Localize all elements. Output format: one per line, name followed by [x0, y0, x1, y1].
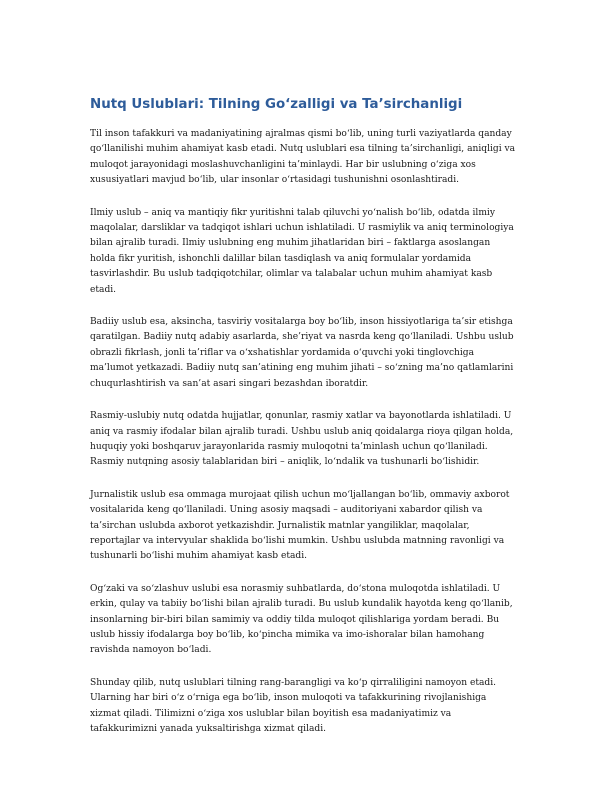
paragraph-line: huquqiy yoki boshqaruv jarayonlarida rasmiy muloqotni ta’minlash uchun qo‘llaniladi. [90, 441, 488, 452]
paragraph-line: reportajlar va intervyular shaklida bo‘lishi mumkin. Ushbu uslubda matnning ravonligi va [90, 535, 505, 546]
paragraph-line: obrazli fikrlash, jonli ta’riflar va o‘xshatishlar yordamida o‘quvchi yoki tinglovchiga [90, 347, 475, 358]
paragraph-line: aniq va rasmiy ifodalar bilan ajralib turadi. Ushbu uslub aniq qoidalarga rioya qilgan holda, [90, 426, 514, 437]
paragraph-line: vositalarida keng qo‘llaniladi. Uning asosiy maqsadi – auditoriyani xabardor qilish va [90, 505, 483, 516]
paragraph-line: qaratilgan. Badiiy nutq adabiy asarlarda, she’riyat va nasrda keng qo‘llaniladi. Ushbu uslub [90, 332, 514, 343]
paragraph-line: chuqurlashtirish va san’at asari singari bezashdan iboratdir. [90, 378, 369, 389]
paragraph-line: ravishda namoyon bo‘ladi. [90, 645, 212, 656]
paragraph-scientific-style [90, 206, 530, 298]
paragraph-line: etadi. [90, 284, 117, 295]
paragraph-line: xususiyatlari mavjud bo‘lib, ular insonlar o‘rtasidagi tushunishni osonlashtiradi. [90, 175, 460, 186]
paragraph-line: tafakkurimizni yanada yuksaltirishga xizmat qiladi. [90, 724, 327, 734]
paragraph-line: Ularning har biri o‘z o‘rniga ega bo‘lib, inson muloqoti va tafakkurining rivojlanishiga [90, 693, 487, 704]
paragraph-official-style [90, 409, 530, 471]
paragraph-line: Og‘zaki va so‘zlashuv uslubi esa norasmiy suhbatlarda, do‘stona muloqotda ishlatiladi. U [90, 583, 501, 594]
paragraph-line: maqolalar, darsliklar va tadqiqot ishlari uchun ishlatiladi. U rasmiylik va aniq terminologiya [90, 223, 514, 234]
paragraph-journalistic-style [90, 488, 530, 565]
paragraph-conclusion [90, 676, 530, 738]
paragraph-line: Ilmiy uslub – aniq va mantiqiy fikr yuritishni talab qiluvchi yo‘nalish bo‘lib, odatda ilmiy [90, 207, 495, 218]
paragraph-intro [90, 127, 530, 189]
paragraph-line: ma’lumot yetkazadi. Badiiy nutq san’atining eng muhim jihati – so‘zning ma’no qatlamlarini [90, 363, 514, 374]
paragraph-line: xizmat qiladi. Tilimizni o‘ziga xos uslublar bilan boyitish esa madaniyatimiz va [90, 708, 452, 719]
paragraph-line: qo‘llanilishi muhim ahamiyat kasb etadi. Nutq uslublari esa tilning ta’sirchanligi, aniqligi va [90, 144, 516, 155]
paragraph-line: Rasmiy nutqning asosiy talablaridan biri – aniqlik, lo‘ndalik va tushunarli bo‘lishidir. [90, 457, 480, 468]
paragraph-line: erkin, qulay va tabiiy bo‘lishi bilan ajralib turadi. Bu uslub kundalik hayotda keng qo‘llanib, [90, 599, 513, 610]
paragraph-line: ta’sirchan uslubda axborot yetkazishdir. Jurnalistik matnlar yangiliklar, maqolalar, [90, 520, 470, 531]
paragraph-line: Til inson tafakkuri va madaniyatining ajralmas qismi bo‘lib, uning turli vaziyatlarda qanday [90, 129, 512, 139]
paragraph-line: tasvirlashdir. Bu uslub tadqiqotchilar, olimlar va talabalar uchun muhim ahamiyat kasb [90, 269, 493, 280]
paragraph-line: Rasmiy-uslubiy nutq odatda hujjatlar, qonunlar, rasmiy xatlar va bayonotlarda ishlatiladi. U [90, 411, 512, 422]
document-body [90, 127, 530, 754]
paragraph-line: Shunday qilib, nutq uslublari tilning rang-barangligi va ko‘p qirraliligini namoyon etadi. [90, 677, 497, 688]
paragraph-line: bilan ajralib turadi. Ilmiy uslubning eng muhim jihatlaridan biri – faktlarga asoslangan [90, 238, 491, 249]
paragraph-line: uslub hissiy ifodalarga boy bo‘lib, ko‘pincha mimika va imo-ishoralar bilan hamohang [90, 629, 485, 640]
paragraph-line: muloqot jarayonidagi moslashuvchanligini ta’minlaydi. Har bir uslubning o‘ziga xos [90, 159, 476, 170]
paragraph-line: tushunarli bo‘lishi muhim ahamiyat kasb etadi. [90, 551, 308, 562]
paragraph-line: insonlarning bir-biri bilan samimiy va oddiy tilda muloqot qilishlariga yordam beradi. Bu [90, 614, 500, 625]
paragraph-line: Jurnalistik uslub esa ommaga murojaat qilish uchun mo‘ljallangan bo‘lib, ommaviy axborot [90, 489, 510, 500]
paragraph-colloquial-style [90, 582, 530, 659]
paragraph-line: Badiiy uslub esa, aksincha, tasviriy vositalarga boy bo‘lib, inson hissiyotlariga ta’sir etishga [90, 317, 513, 328]
paragraph-line: holda fikr yuritish, ishonchli dalillar bilan tasdiqlash va aniq formulalar yordamida [90, 253, 471, 264]
document-title: Nutq Uslublari: Tilning Go‘zalligi va Ta’sirchanligi [90, 97, 463, 112]
paragraph-artistic-style [90, 315, 530, 392]
